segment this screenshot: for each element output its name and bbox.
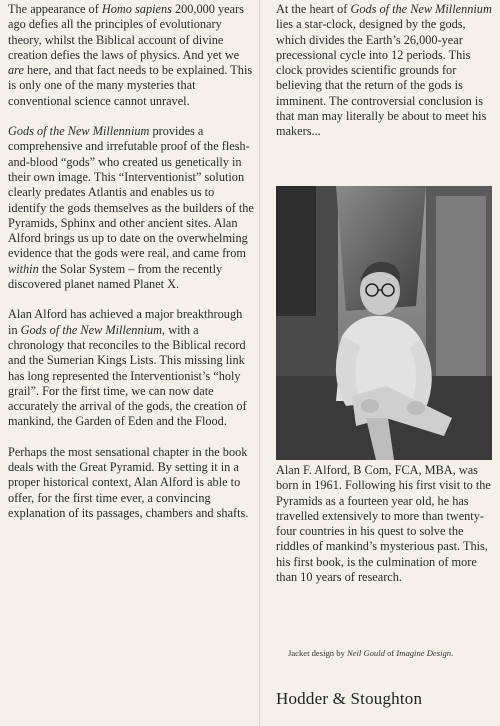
text-span: provides a comprehensive and irrefutable proof of the flesh-and-blood “gods” who created us genetically in their own image. This “Interventionist” solution clearly predates Atlantis and enables us to identify the gods themselves as the builders of the Pyramids, Sphinx and other ancient sites. Alan Alford brings us up to date on the overwhelming evidence that the gods were real, and came from — [8, 124, 254, 261]
text-span: Alan Alford has achieved a major breakthrough in — [8, 307, 243, 337]
text-span: . — [451, 648, 454, 658]
text-span: Jacket design by — [288, 648, 347, 658]
text-span: lies a star-clock, designed by the gods, which divides the Earth’s 26,000-year precessional cycle into 12 periods. This clock provides scientific grounds for believing that the return of the gods is imminent. The controversial conclusion is that man may literally be about to meet his makers... — [276, 17, 487, 139]
design-studio-name: Imagine Design — [396, 648, 452, 658]
paragraph-chronology — [8, 307, 254, 429]
text-span: the Solar System – from the recently discovered planet named Planet X. — [8, 261, 223, 292]
text-span: 200,000 years ago defies all the principles of evolutionary theory, whilst the Biblical account of divine creation defies the laws of physics. And yet we — [8, 2, 244, 62]
text-span: here, and that fact needs to be explained. This is only one of the many mysteries that conventional science cannot unravel. — [8, 63, 253, 108]
author-photo-illustration — [276, 186, 492, 460]
paragraph-homo-sapiens — [8, 2, 254, 109]
author-bio: Alan F. Alford, B Com, FCA, MBA, was born in 1961. Following his first visit to the Pyramids as a fourteen year old, he has travelled extensively to more than twenty-four countries in his quest to solve the riddles of mankind’s mysterious past. This, his first book, is the culmination of more than 10 years of research. — [276, 463, 491, 585]
italic-span: are — [8, 63, 24, 78]
paragraph-proof — [8, 124, 254, 292]
column-divider — [259, 0, 260, 726]
text-span: The appearance of — [8, 2, 102, 16]
author-photo — [276, 186, 492, 460]
paragraph-star-clock — [276, 2, 494, 140]
text-span: At the heart of — [276, 2, 351, 16]
paragraph-great-pyramid: Perhaps the most sensational chapter in the book deals with the Great Pyramid. By setting it in a proper historical context, Alan Alford is able to offer, for the first time ever, a convincing explanation of its passages, chambers and shafts. — [8, 444, 249, 520]
italic-span: Homo sapiens — [101, 2, 172, 16]
text-span: , with a chronology that reconciles to the Biblical record and the Sumerian Kings Lists. This missing link has long represented the Interventionist’s “holy grail”. For the first time, we can now date accurately the arrival of the gods, the creation of mankind, the Garden of Eden and the Flood. — [8, 322, 247, 429]
italic-span: within — [8, 261, 39, 276]
publisher-name: Hodder & Stoughton — [276, 689, 423, 708]
designer-name: Neil Gould — [346, 648, 385, 658]
jacket-design-credit — [288, 648, 488, 658]
right-column-intro — [276, 2, 494, 140]
book-title-italic: Gods of the New Millennium — [20, 322, 163, 337]
left-column — [8, 2, 254, 536]
book-title-italic: Gods of the New Millennium — [8, 124, 150, 139]
book-title-italic: Gods of the New Millennium — [350, 2, 492, 16]
text-span: of — [384, 648, 397, 658]
